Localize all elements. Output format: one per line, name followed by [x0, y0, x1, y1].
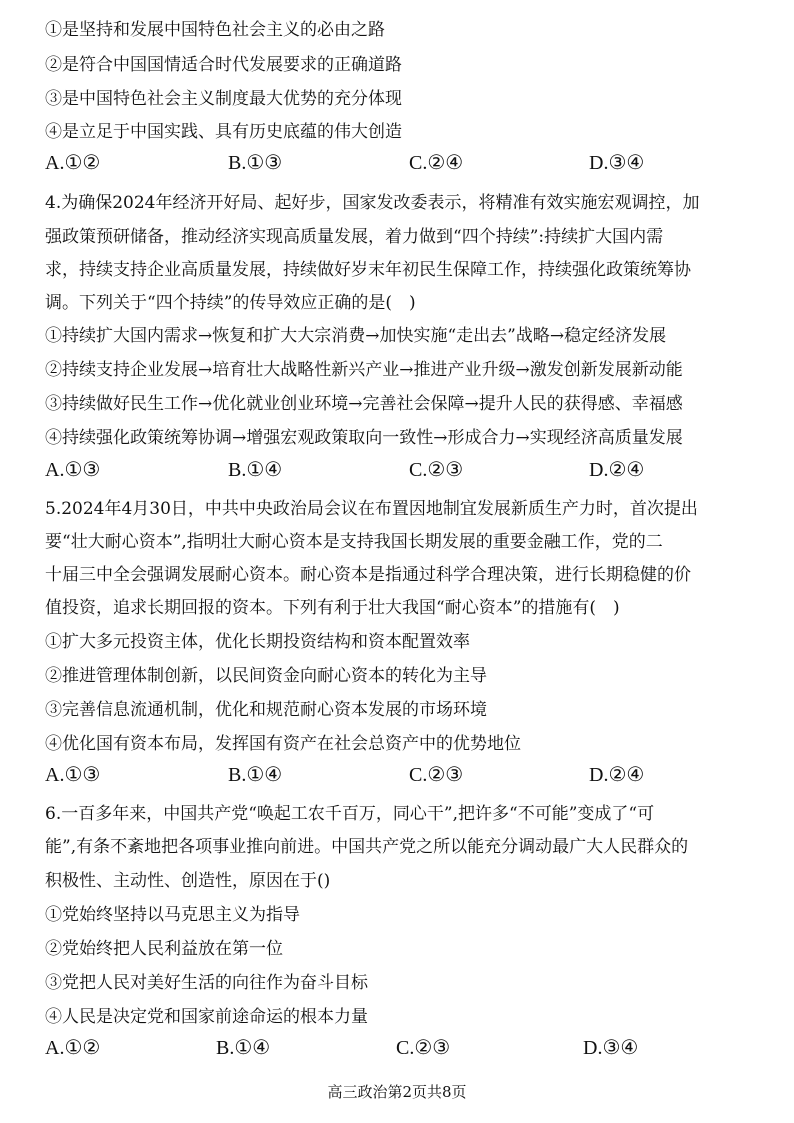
question-text: 十届三中全会强调发展耐心资本。耐心资本是指通过科学合理决策，进行长期稳健的价	[45, 565, 691, 585]
statement-line: ④是立足于中国实践、具有历史底蕴的伟大创造	[45, 122, 402, 142]
question-text: 5.2024年4月30日，中共中央政治局会议在布置因地制宜发展新质生产力时，首次提出	[45, 499, 698, 519]
statement-line: ②持续支持企业发展→培育壮大战略性新兴产业→推进产业升级→激发创新发展新动能	[45, 360, 683, 380]
question-text: 求，持续支持企业高质量发展，持续做好岁末年初民生保障工作，持续强化政策统筹协	[45, 260, 691, 280]
answer-options	[45, 150, 765, 176]
statement-line: ①党始终坚持以马克思主义为指导	[45, 905, 300, 925]
question-text: 6.一百多年来，中国共产党“唤起工农千百万，同心干”,把许多“不可能”变成了“可	[45, 804, 655, 824]
option-d[interactable]: D.③④	[589, 152, 645, 174]
question-text: 4.为确保2024年经济开好局、起好步，国家发改委表示，将精准有效实施宏观调控，加	[45, 193, 700, 213]
option-c[interactable]: C.②③	[396, 1037, 451, 1059]
statement-line: ①扩大多元投资主体，优化长期投资结构和资本配置效率	[45, 632, 470, 652]
option-a[interactable]: A.①③	[45, 459, 101, 481]
option-a[interactable]: A.①②	[45, 1037, 101, 1059]
statement-line: ④优化国有资本布局，发挥国有资产在社会总资产中的优势地位	[45, 734, 521, 754]
option-b[interactable]: B.①④	[228, 459, 283, 481]
page-footer: 高三政治第2页共8页	[327, 1083, 467, 1101]
statement-line: ③党把人民对美好生活的向往作为奋斗目标	[45, 973, 368, 993]
option-d[interactable]: D.②④	[589, 764, 645, 786]
statement-line: ③是中国特色社会主义制度最大优势的充分体现	[45, 89, 402, 109]
option-c[interactable]: C.②③	[409, 764, 464, 786]
statement-line: ②推进管理体制创新，以民间资金向耐心资本的转化为主导	[45, 666, 487, 686]
question-text: 能”,有条不紊地把各项事业推向前进。中国共产党之所以能充分调动最广大人民群众的	[45, 837, 689, 857]
option-c[interactable]: C.②③	[409, 459, 464, 481]
statement-line: ③持续做好民生工作→优化就业创业环境→完善社会保障→提升人民的获得感、幸福感	[45, 394, 683, 414]
option-b[interactable]: B.①④	[228, 764, 283, 786]
question-text: 要“壮大耐心资本”,指明壮大耐心资本是支持我国长期发展的重要金融工作，党的二	[45, 532, 663, 552]
option-b[interactable]: B.①③	[228, 152, 283, 174]
statement-line: ①持续扩大国内需求→恢复和扩大大宗消费→加快实施“走出去”战略→稳定经济发展	[45, 326, 667, 346]
option-d[interactable]: D.③④	[583, 1037, 639, 1059]
answer-options	[45, 457, 765, 483]
statement-line: ②党始终把人民利益放在第一位	[45, 939, 283, 959]
question-text: 强政策预研储备，推动经济实现高质量发展，着力做到“四个持续”:持续扩大国内需	[45, 227, 664, 247]
option-a[interactable]: A.①③	[45, 764, 101, 786]
option-c[interactable]: C.②④	[409, 152, 464, 174]
option-b[interactable]: B.①④	[216, 1037, 271, 1059]
option-d[interactable]: D.②④	[589, 459, 645, 481]
option-a[interactable]: A.①②	[45, 152, 101, 174]
statement-line: ①是坚持和发展中国特色社会主义的必由之路	[45, 20, 385, 40]
question-text: 调。下列关于“四个持续”的传导效应正确的是( )	[45, 293, 416, 313]
question-text: 值投资，追求长期回报的资本。下列有利于壮大我国“耐心资本”的措施有( )	[45, 598, 620, 618]
statement-line: ④持续强化政策统筹协调→增强宏观政策取向一致性→形成合力→实现经济高质量发展	[45, 428, 683, 448]
statement-line: ②是符合中国国情适合时代发展要求的正确道路	[45, 55, 402, 75]
answer-options	[45, 1035, 765, 1061]
question-text: 积极性、主动性、创造性，原因在于()	[45, 871, 331, 891]
answer-options	[45, 762, 765, 788]
statement-line: ④人民是决定党和国家前途命运的根本力量	[45, 1007, 368, 1027]
statement-line: ③完善信息流通机制，优化和规范耐心资本发展的市场环境	[45, 700, 487, 720]
